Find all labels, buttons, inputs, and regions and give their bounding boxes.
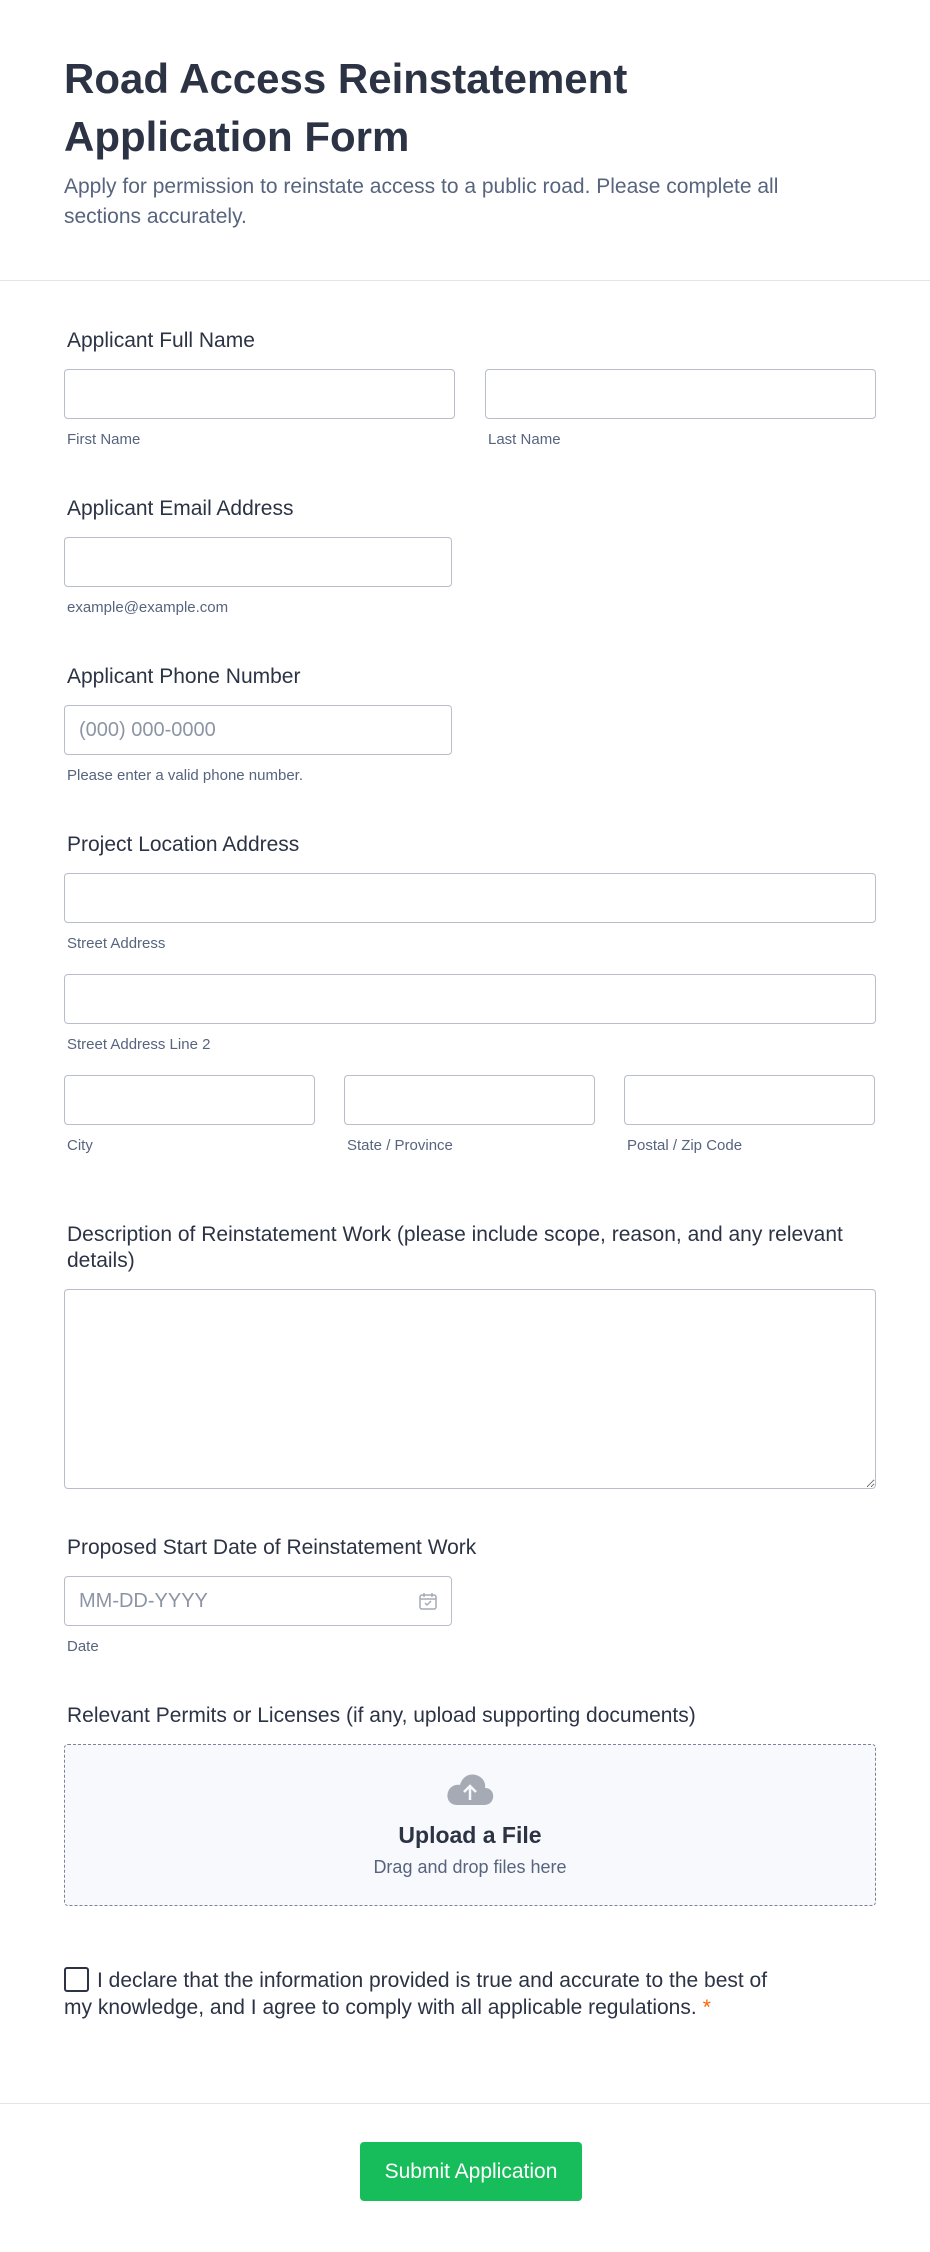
description-field bbox=[64, 1222, 876, 1489]
email-input[interactable] bbox=[64, 537, 452, 587]
declaration-field bbox=[64, 1967, 784, 2021]
start-date-field bbox=[64, 1535, 476, 1656]
street-address-line2-sublabel: Street Address Line 2 bbox=[67, 1036, 211, 1053]
permits-field bbox=[64, 1703, 876, 1906]
form-footer bbox=[0, 2103, 930, 2252]
phone-label: Applicant Phone Number bbox=[67, 665, 301, 688]
city-input[interactable] bbox=[64, 1075, 315, 1125]
start-date-sublabel: Date bbox=[67, 1638, 99, 1655]
email-field bbox=[64, 496, 452, 617]
street-address-sublabel: Street Address bbox=[67, 935, 166, 952]
zip-input[interactable] bbox=[624, 1075, 875, 1125]
permits-label: Relevant Permits or Licenses (if any, upload supporting documents) bbox=[67, 1704, 696, 1727]
form-header bbox=[0, 0, 930, 281]
page-subtitle: Apply for permission to reinstate access to a public road. Please complete all sections accurately. bbox=[64, 175, 779, 228]
city-sublabel: City bbox=[67, 1137, 93, 1154]
full-name-field bbox=[64, 328, 876, 449]
submit-button[interactable]: Submit Application bbox=[360, 2142, 582, 2201]
cloud-upload-icon bbox=[445, 1794, 495, 1811]
street-address-line2-input[interactable] bbox=[64, 974, 876, 1024]
address-field bbox=[64, 832, 876, 1155]
last-name-sublabel: Last Name bbox=[488, 431, 561, 448]
first-name-input[interactable] bbox=[64, 369, 455, 419]
phone-input[interactable] bbox=[64, 705, 452, 755]
declaration-checkbox[interactable] bbox=[64, 1967, 89, 1992]
required-mark: * bbox=[702, 1996, 711, 2019]
street-address-input[interactable] bbox=[64, 873, 876, 923]
description-label: Description of Reinstatement Work (please include scope, reason, and any relevant details) bbox=[67, 1223, 843, 1272]
email-label: Applicant Email Address bbox=[67, 497, 294, 520]
full-name-label: Applicant Full Name bbox=[67, 329, 255, 352]
page-title: Road Access Reinstatement Application Form bbox=[64, 55, 628, 160]
start-date-input[interactable] bbox=[64, 1576, 452, 1626]
state-sublabel: State / Province bbox=[347, 1137, 453, 1154]
declaration-row bbox=[64, 1967, 784, 2021]
state-input[interactable] bbox=[344, 1075, 595, 1125]
upload-hint: Drag and drop files here bbox=[373, 1857, 567, 1877]
calendar-icon[interactable] bbox=[418, 1591, 438, 1611]
declaration-text: I declare that the information provided is true and accurate to the best of my knowledge, and I agree to comply with all applicable regulations. bbox=[64, 1969, 768, 2019]
last-name-input[interactable] bbox=[485, 369, 876, 419]
zip-sublabel: Postal / Zip Code bbox=[627, 1137, 743, 1154]
description-textarea[interactable] bbox=[64, 1289, 876, 1489]
phone-sublabel: Please enter a valid phone number. bbox=[67, 767, 303, 784]
file-upload-dropzone[interactable] bbox=[64, 1744, 876, 1906]
first-name-sublabel: First Name bbox=[67, 431, 141, 448]
address-label: Project Location Address bbox=[67, 833, 300, 856]
start-date-label: Proposed Start Date of Reinstatement Work bbox=[67, 1536, 477, 1559]
upload-title: Upload a File bbox=[398, 1822, 542, 1848]
email-sublabel: example@example.com bbox=[67, 599, 229, 616]
phone-field bbox=[64, 664, 452, 785]
